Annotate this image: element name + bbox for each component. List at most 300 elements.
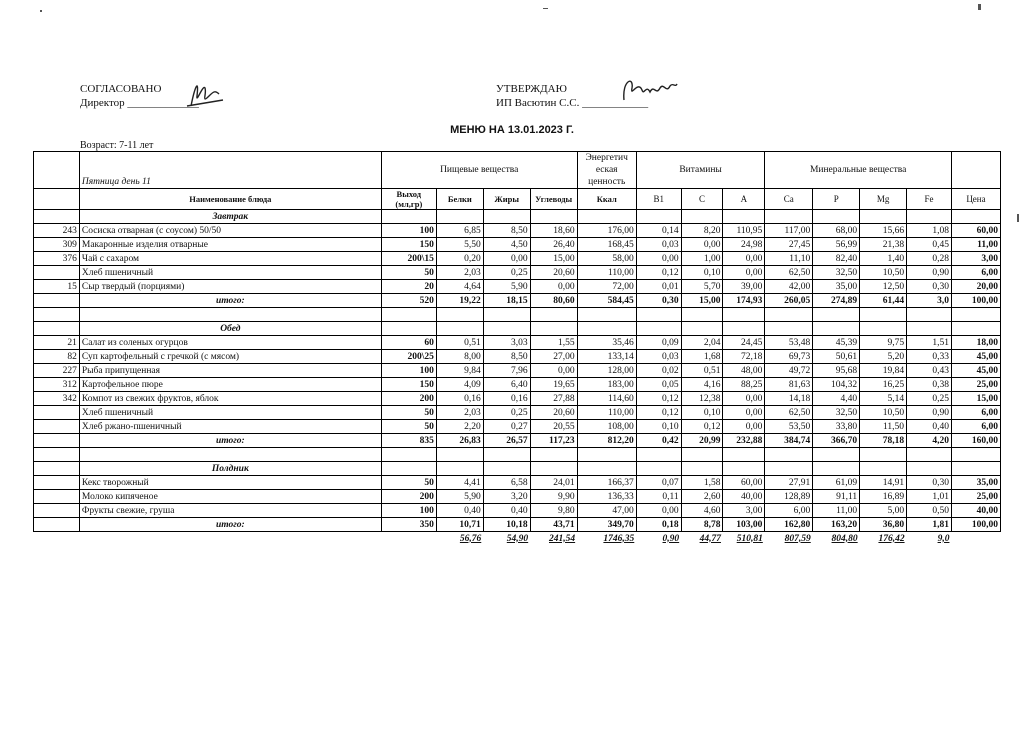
cell-kcal: 72,00: [577, 280, 636, 294]
cell-price: 3,00: [951, 252, 1000, 266]
recipe-number: 15: [34, 280, 80, 294]
cell-yield: 150: [381, 238, 436, 252]
total-fe: 4,20: [907, 434, 952, 448]
cell-yield: 100: [381, 224, 436, 238]
cell-kcal: 110,00: [577, 406, 636, 420]
spacer-row: [34, 448, 1001, 462]
breakfast-section-header: [34, 210, 1001, 224]
cell-fe: 0,30: [907, 476, 952, 490]
recipe-number: [34, 490, 80, 504]
cell-kcal: 183,00: [577, 378, 636, 392]
cell-c: 2,04: [681, 336, 723, 350]
cell-p: 61,09: [813, 476, 860, 490]
dish-name: Чай с сахаром: [79, 252, 381, 266]
cell-kcal: 176,00: [577, 224, 636, 238]
cell-fe: 0,45: [907, 238, 952, 252]
cell-kcal: 108,00: [577, 420, 636, 434]
empty-cell: [636, 448, 681, 462]
cell-mg: 1,40: [860, 252, 907, 266]
empty-cell: [381, 532, 436, 546]
approver-signature: [620, 74, 680, 113]
grand-total-fat: 54,90: [506, 533, 529, 544]
cell-kcal: 35,46: [577, 336, 636, 350]
approval-left-title: СОГЛАСОВАНО: [80, 83, 162, 95]
energy-header: Энергетич еская ценность: [577, 152, 636, 189]
cell-a: 39,00: [723, 280, 765, 294]
total-kcal: 584,45: [577, 294, 636, 308]
empty-cell: [951, 532, 1000, 546]
cell-a: 72,18: [723, 350, 765, 364]
cell-mg: 21,38: [860, 238, 907, 252]
cell-yield: 50: [381, 266, 436, 280]
cell-mg: 10,50: [860, 406, 907, 420]
approval-left: [80, 82, 199, 110]
cell-carbs: 9,90: [530, 490, 577, 504]
total-kcal: 349,70: [577, 518, 636, 532]
total-mg: 36,80: [860, 518, 907, 532]
empty-cell: [577, 210, 636, 224]
cell-fat: 7,96: [483, 364, 530, 378]
cell-ca: 53,50: [765, 420, 813, 434]
empty-cell: [483, 448, 530, 462]
empty-cell: [530, 448, 577, 462]
cell-ca: 53,48: [765, 336, 813, 350]
cell-c: 2,60: [681, 490, 723, 504]
table-row: [34, 392, 1001, 406]
day-label: Пятница день 11: [79, 152, 381, 189]
cell-carbs: 1,55: [530, 336, 577, 350]
cell-protein: 0,40: [436, 504, 483, 518]
breakfast-total-label: итого:: [79, 294, 381, 308]
empty-cell: [381, 462, 436, 476]
total-b1: 0,42: [636, 434, 681, 448]
empty-cell: [765, 308, 813, 322]
cell-carbs: 0,00: [530, 364, 577, 378]
dish-name: Молоко кипяченое: [79, 490, 381, 504]
cell-b1: 0,00: [636, 504, 681, 518]
dish-name: Рыба припущенная: [79, 364, 381, 378]
snack-section-header: [34, 462, 1001, 476]
approval-left-role: Директор _____________: [80, 97, 199, 109]
cell-p: 104,32: [813, 378, 860, 392]
recipe-number: 21: [34, 336, 80, 350]
total-c: 15,00: [681, 294, 723, 308]
empty-cell: [860, 322, 907, 336]
cell-a: 60,00: [723, 476, 765, 490]
cell-p: 82,40: [813, 252, 860, 266]
approval-right-role: ИП Васютин С.С. ____________: [496, 97, 649, 109]
empty-cell: [381, 308, 436, 322]
empty-cell: [813, 322, 860, 336]
lunch-section-header: [34, 322, 1001, 336]
cell-fat: 4,50: [483, 238, 530, 252]
empty-cell: [530, 462, 577, 476]
cell-yield: 150: [381, 378, 436, 392]
cell-a: 0,00: [723, 266, 765, 280]
recipe-number: 376: [34, 252, 80, 266]
empty-cell: [907, 308, 952, 322]
cell-ca: 49,72: [765, 364, 813, 378]
total-yield: 835: [381, 434, 436, 448]
empty-cell: [813, 210, 860, 224]
cell-c: 12,38: [681, 392, 723, 406]
cell-yield: 200\15: [381, 252, 436, 266]
empty-cell: [381, 448, 436, 462]
cell-kcal: 58,00: [577, 252, 636, 266]
cell-carbs: 20,55: [530, 420, 577, 434]
age-group: Возраст: 7-11 лет: [80, 140, 154, 151]
director-signature: [185, 76, 225, 115]
empty-cell: [530, 322, 577, 336]
empty-cell: [530, 210, 577, 224]
snack-title: Полдник: [79, 462, 381, 476]
grand-total-kcal: 1746,35: [603, 533, 635, 544]
cell-b1: 0,11: [636, 490, 681, 504]
total-carbs: 43,71: [530, 518, 577, 532]
empty-cell: [34, 210, 80, 224]
total-price: 100,00: [951, 294, 1000, 308]
empty-cell: [681, 322, 723, 336]
cell-yield: 100: [381, 504, 436, 518]
cell-price: 6,00: [951, 406, 1000, 420]
scan-speck: [1017, 214, 1019, 222]
empty-cell: [723, 448, 765, 462]
empty-cell: [765, 322, 813, 336]
empty-cell: [483, 210, 530, 224]
empty-cell: [681, 308, 723, 322]
cell-a: 40,00: [723, 490, 765, 504]
cell-fe: 0,30: [907, 280, 952, 294]
page-title: МЕНЮ НА 13.01.2023 Г.: [450, 124, 574, 136]
empty-cell: [951, 462, 1000, 476]
col-ca: Ca: [765, 189, 813, 210]
total-ca: 384,74: [765, 434, 813, 448]
total-fat: 26,57: [483, 434, 530, 448]
table-row: [34, 378, 1001, 392]
cell-ca: 62,50: [765, 406, 813, 420]
grand-total-ca: 807,59: [784, 533, 811, 544]
cell-fe: 0,33: [907, 350, 952, 364]
recipe-number: 342: [34, 392, 80, 406]
empty-cell: [907, 210, 952, 224]
cell-a: 3,00: [723, 504, 765, 518]
cell-p: 45,39: [813, 336, 860, 350]
cell-yield: 200: [381, 392, 436, 406]
cell-price: 25,00: [951, 490, 1000, 504]
cell-ca: 128,89: [765, 490, 813, 504]
dish-name: Сосиска отварная (с соусом) 50/50: [79, 224, 381, 238]
col-carbs: Углеводы: [530, 189, 577, 210]
empty-cell: [436, 322, 483, 336]
recipe-number: 309: [34, 238, 80, 252]
cell-ca: 42,00: [765, 280, 813, 294]
cell-fat: 0,16: [483, 392, 530, 406]
dish-name: Фрукты свежие, груша: [79, 504, 381, 518]
empty-cell: [34, 308, 80, 322]
cell-mg: 19,84: [860, 364, 907, 378]
cell-price: 15,00: [951, 392, 1000, 406]
table-row: [34, 238, 1001, 252]
cell-protein: 0,20: [436, 252, 483, 266]
table-row: [34, 490, 1001, 504]
cell-ca: 27,91: [765, 476, 813, 490]
cell-b1: 0,12: [636, 392, 681, 406]
cell-c: 0,10: [681, 266, 723, 280]
approval-right-title: УТВЕРЖДАЮ: [496, 83, 567, 95]
dish-name: Кекс творожный: [79, 476, 381, 490]
cell-p: 4,40: [813, 392, 860, 406]
cell-fat: 0,25: [483, 406, 530, 420]
cell-p: 35,00: [813, 280, 860, 294]
table-row: [34, 350, 1001, 364]
total-mg: 61,44: [860, 294, 907, 308]
cell-fat: 6,40: [483, 378, 530, 392]
col-p: P: [813, 189, 860, 210]
cell-protein: 2,03: [436, 406, 483, 420]
cell-b1: 0,03: [636, 238, 681, 252]
breakfast-total-row: [34, 294, 1001, 308]
cell-price: 20,00: [951, 280, 1000, 294]
total-p: 366,70: [813, 434, 860, 448]
empty-cell: [34, 462, 80, 476]
cell-mg: 9,75: [860, 336, 907, 350]
empty-cell: [34, 448, 80, 462]
cell-yield: 200\25: [381, 350, 436, 364]
table-row: [34, 364, 1001, 378]
recipe-number: 82: [34, 350, 80, 364]
cell-yield: 50: [381, 476, 436, 490]
empty-cell: [483, 308, 530, 322]
cell-protein: 6,85: [436, 224, 483, 238]
empty-cell: [765, 462, 813, 476]
cell-carbs: 19,65: [530, 378, 577, 392]
empty-cell: [636, 308, 681, 322]
cell-price: 45,00: [951, 350, 1000, 364]
cell-fe: 0,25: [907, 392, 952, 406]
cell-fat: 6,58: [483, 476, 530, 490]
cell-p: 32,50: [813, 266, 860, 280]
cell-mg: 10,50: [860, 266, 907, 280]
cell-p: 50,61: [813, 350, 860, 364]
nutrients-header: Пищевые вещества: [381, 152, 577, 189]
cell-b1: 0,07: [636, 476, 681, 490]
total-protein: 26,83: [436, 434, 483, 448]
col-yield: Выход (мл,гр): [381, 189, 436, 210]
dish-name: Хлеб пшеничный: [79, 266, 381, 280]
empty-cell: [483, 462, 530, 476]
dish-name: Хлеб ржано-пшеничный: [79, 420, 381, 434]
cell-ca: 27,45: [765, 238, 813, 252]
grand-total-b1: 0,90: [662, 533, 680, 544]
cell-protein: 9,84: [436, 364, 483, 378]
scan-speck: [978, 4, 981, 10]
cell-c: 0,00: [681, 238, 723, 252]
total-price: 100,00: [951, 518, 1000, 532]
cell-protein: 4,41: [436, 476, 483, 490]
cell-b1: 0,10: [636, 420, 681, 434]
cell-fe: 0,90: [907, 266, 952, 280]
scan-speck: [40, 10, 42, 12]
cell-carbs: 18,60: [530, 224, 577, 238]
empty-cell: [483, 322, 530, 336]
table-row: [34, 406, 1001, 420]
cell-ca: 62,50: [765, 266, 813, 280]
cell-b1: 0,12: [636, 266, 681, 280]
grand-total-a: 510,81: [736, 533, 763, 544]
empty-cell: [723, 322, 765, 336]
cell-fat: 0,40: [483, 504, 530, 518]
cell-protein: 5,50: [436, 238, 483, 252]
cell-price: 6,00: [951, 420, 1000, 434]
empty-cell: [577, 462, 636, 476]
cell-b1: 0,09: [636, 336, 681, 350]
cell-p: 56,99: [813, 238, 860, 252]
total-carbs: 80,60: [530, 294, 577, 308]
total-price: 160,00: [951, 434, 1000, 448]
cell-c: 4,16: [681, 378, 723, 392]
cell-b1: 0,00: [636, 252, 681, 266]
cell-c: 4,60: [681, 504, 723, 518]
cell-mg: 5,00: [860, 504, 907, 518]
cell-b1: 0,14: [636, 224, 681, 238]
total-yield: 350: [381, 518, 436, 532]
cell-protein: 5,90: [436, 490, 483, 504]
dish-name: Макаронные изделия отварные: [79, 238, 381, 252]
cell-mg: 5,14: [860, 392, 907, 406]
cell-fe: 0,38: [907, 378, 952, 392]
total-protein: 10,71: [436, 518, 483, 532]
cell-carbs: 20,60: [530, 406, 577, 420]
total-a: 232,88: [723, 434, 765, 448]
cell-fe: 1,08: [907, 224, 952, 238]
cell-a: 110,95: [723, 224, 765, 238]
cell-mg: 12,50: [860, 280, 907, 294]
grand-total-mg: 176,42: [878, 533, 905, 544]
snack-total-label: итого:: [79, 518, 381, 532]
empty-cell: [860, 210, 907, 224]
cell-carbs: 9,80: [530, 504, 577, 518]
cell-kcal: 166,37: [577, 476, 636, 490]
cell-ca: 81,63: [765, 378, 813, 392]
empty-cell: [79, 308, 381, 322]
cell-c: 1,68: [681, 350, 723, 364]
cell-ca: 11,10: [765, 252, 813, 266]
cell-carbs: 0,00: [530, 280, 577, 294]
grand-total-row: [34, 532, 1001, 546]
cell-protein: 2,20: [436, 420, 483, 434]
cell-fe: 1,51: [907, 336, 952, 350]
empty-cell: [636, 210, 681, 224]
empty-cell: [530, 308, 577, 322]
total-c: 20,99: [681, 434, 723, 448]
col-fe: Fe: [907, 189, 952, 210]
total-ca: 162,80: [765, 518, 813, 532]
cell-a: 0,00: [723, 420, 765, 434]
empty-cell: [813, 462, 860, 476]
empty-cell: [681, 448, 723, 462]
cell-price: 40,00: [951, 504, 1000, 518]
cell-protein: 4,64: [436, 280, 483, 294]
cell-ca: 14,18: [765, 392, 813, 406]
cell-mg: 5,20: [860, 350, 907, 364]
cell-fat: 0,00: [483, 252, 530, 266]
empty-cell: [907, 462, 952, 476]
empty-cell: [765, 448, 813, 462]
cell-yield: 100: [381, 364, 436, 378]
empty-cell: [951, 308, 1000, 322]
recipe-number: [34, 504, 80, 518]
dish-name: Суп картофельный с гречкой (с мясом): [79, 350, 381, 364]
total-carbs: 117,23: [530, 434, 577, 448]
recipe-number: [34, 406, 80, 420]
cell-a: 0,00: [723, 392, 765, 406]
total-mg: 78,18: [860, 434, 907, 448]
cell-mg: 14,91: [860, 476, 907, 490]
col-fat: Жиры: [483, 189, 530, 210]
cell-fe: 1,01: [907, 490, 952, 504]
cell-mg: 16,25: [860, 378, 907, 392]
empty-cell: [860, 308, 907, 322]
cell-p: 32,50: [813, 406, 860, 420]
cell-price: 18,00: [951, 336, 1000, 350]
lunch-total-label: итого:: [79, 434, 381, 448]
cell-carbs: 26,40: [530, 238, 577, 252]
menu-table: [33, 151, 1001, 545]
empty-cell: [951, 448, 1000, 462]
grand-total-protein: 56,76: [459, 533, 482, 544]
cell-p: 68,00: [813, 224, 860, 238]
table-row: [34, 504, 1001, 518]
empty-cell: [681, 210, 723, 224]
empty-cell: [34, 518, 80, 532]
total-a: 174,93: [723, 294, 765, 308]
cell-b1: 0,12: [636, 406, 681, 420]
header-row-columns: [34, 189, 1001, 210]
cell-b1: 0,01: [636, 280, 681, 294]
total-b1: 0,30: [636, 294, 681, 308]
cell-protein: 0,16: [436, 392, 483, 406]
cell-p: 91,11: [813, 490, 860, 504]
cell-price: 25,00: [951, 378, 1000, 392]
cell-p: 11,00: [813, 504, 860, 518]
cell-price: 35,00: [951, 476, 1000, 490]
cell-fat: 0,25: [483, 266, 530, 280]
dish-name: Салат из соленых огурцов: [79, 336, 381, 350]
col-b1: B1: [636, 189, 681, 210]
grand-total-p: 804,80: [831, 533, 858, 544]
total-kcal: 812,20: [577, 434, 636, 448]
total-fe: 3,0: [907, 294, 952, 308]
empty-cell: [436, 308, 483, 322]
empty-cell: [813, 308, 860, 322]
cell-carbs: 24,01: [530, 476, 577, 490]
dish-name: Картофельное пюре: [79, 378, 381, 392]
cell-c: 1,00: [681, 252, 723, 266]
cell-b1: 0,02: [636, 364, 681, 378]
cell-ca: 117,00: [765, 224, 813, 238]
cell-kcal: 133,14: [577, 350, 636, 364]
total-p: 274,89: [813, 294, 860, 308]
table-row: [34, 224, 1001, 238]
empty-cell: [951, 322, 1000, 336]
cell-price: 11,00: [951, 238, 1000, 252]
empty-cell: [79, 532, 381, 546]
menu-body: [34, 210, 1001, 546]
snack-total-row: [34, 518, 1001, 532]
empty-cell: [636, 322, 681, 336]
col-a: A: [723, 189, 765, 210]
cell-p: 95,68: [813, 364, 860, 378]
